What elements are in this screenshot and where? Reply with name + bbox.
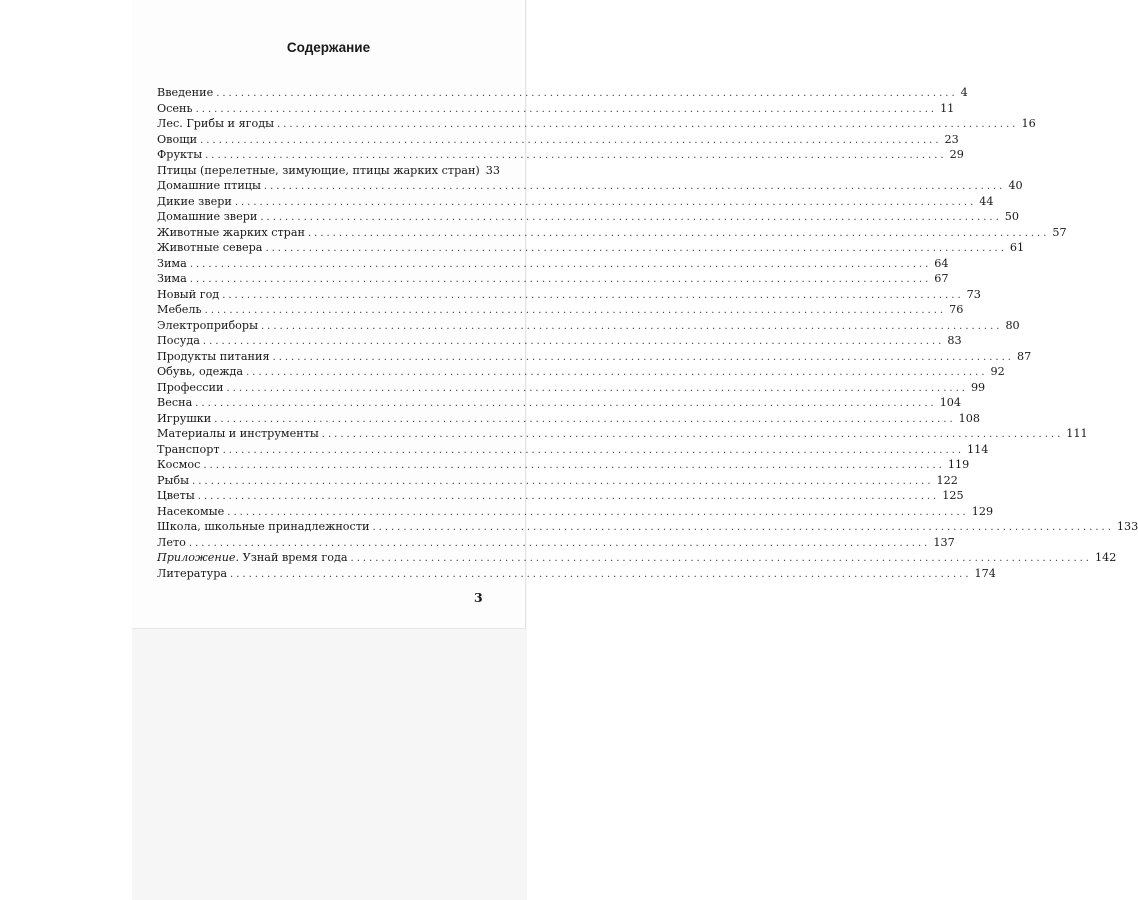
toc-entry-page: 108 [958, 411, 981, 425]
toc-entry [157, 550, 1117, 566]
toc-entry [157, 302, 964, 318]
toc-entry-label: Осень [157, 101, 193, 115]
toc-entry-title [157, 287, 219, 303]
toc-entry-page: 119 [947, 458, 970, 471]
toc-entry [157, 287, 981, 303]
toc-entry-label: Введение [157, 86, 214, 99]
toc-entry-page: 80 [1005, 318, 1020, 332]
toc-entry-title [157, 163, 480, 179]
toc-entry-label: Игрушки [157, 411, 212, 425]
toc-leader-dots: ........................................................................................................................ [227, 506, 969, 518]
toc-entry [157, 256, 949, 272]
toc-entry-title [157, 488, 195, 504]
toc-leader-dots: ........................................................................................................................ [260, 320, 1003, 332]
toc-entry-title [157, 116, 274, 132]
toc-entry-title [157, 504, 224, 520]
toc-entry [157, 566, 996, 582]
toc-entry-label: Животные жарких стран [157, 225, 305, 239]
toc-entry [157, 535, 955, 551]
toc-entry-label: Цветы [157, 489, 195, 502]
toc-entry-page: 33 [485, 163, 501, 177]
toc-entry-prefix: Приложение. [157, 551, 240, 564]
toc-entry-title [157, 349, 270, 365]
toc-entry-label: Лето [157, 535, 186, 549]
toc-entry-page: 57 [1052, 225, 1067, 239]
toc-entry [157, 395, 962, 411]
toc-entry-label: Посуда [157, 334, 200, 347]
toc-entry [157, 519, 1138, 535]
toc-entry [157, 240, 1025, 256]
toc-entry [157, 457, 970, 473]
toc-entry-label: Продукты питания [157, 349, 270, 363]
toc-leader-dots: ........................................................................................................................ [200, 134, 942, 146]
toc-entry-page: 67 [934, 272, 949, 285]
toc-entry [157, 209, 1020, 225]
toc-entry-page: 137 [933, 535, 955, 549]
toc-leader-dots: ........................................................................................................................ [226, 382, 968, 394]
toc-entry-page: 129 [971, 504, 994, 518]
toc-entry-title [157, 364, 243, 380]
toc-entry-title [157, 85, 213, 101]
toc-leader-dots: ........................................................................................................................ [350, 553, 1092, 564]
toc-entry [157, 349, 1032, 365]
toc-entry-page: 44 [979, 194, 994, 208]
toc-entry-page: 64 [934, 256, 949, 270]
toc-entry-label: Мебель [157, 303, 202, 316]
page-number: 3 [474, 590, 483, 605]
toc-entry [157, 147, 964, 163]
toc-entry-title [157, 132, 197, 148]
toc-entry-title [157, 209, 257, 225]
toc-entry-page: 61 [1009, 241, 1025, 254]
toc-entry-label: Зима [157, 272, 187, 285]
toc-entry-page: 83 [947, 334, 962, 347]
toc-entry-label: Новый год [157, 287, 220, 301]
toc-entry-label: Домашние птицы [157, 179, 261, 192]
toc-leader-dots: ........................................................................................................................ [205, 150, 947, 161]
toc-entry-label: Рыбы [157, 473, 190, 487]
toc-entry-label: Обувь, одежда [157, 365, 244, 378]
toc-leader-dots: ........................................................................................................................ [188, 537, 931, 549]
toc-entry-label: Домашние звери [157, 210, 258, 223]
toc-entry-page: 4 [960, 86, 968, 99]
toc-entry-page: 122 [936, 473, 958, 487]
toc-entry-title [157, 225, 305, 241]
toc-leader-dots: ........................................................................................................................ [277, 119, 1019, 130]
toc-entry-title [157, 194, 232, 210]
toc-entry-title [157, 411, 211, 427]
toc-entry-label: Школа, школьные принадлежности [157, 520, 370, 533]
toc-entry-page: 16 [1021, 117, 1036, 130]
toc-entry-page: 40 [1008, 179, 1023, 192]
toc-entry-label: Дикие звери [157, 194, 232, 208]
toc-entry-title [157, 256, 187, 272]
toc-entry-page: 99 [970, 380, 986, 394]
toc-leader-dots: ........................................................................................................................ [204, 305, 947, 316]
toc-entry-page: 92 [990, 365, 1005, 378]
toc-entry [157, 473, 958, 489]
toc-entry [157, 225, 1067, 241]
toc-entry-label: Транспорт [157, 442, 220, 456]
toc-entry-label: Узнай время года [242, 551, 348, 564]
toc-leader-dots: ........................................................................................................................ [246, 367, 988, 378]
toc-entry [157, 488, 964, 504]
toc-entry [157, 426, 1088, 442]
toc-entry [157, 194, 994, 210]
toc-entry-label: Профессии [157, 380, 224, 394]
toc-entry-page: 174 [974, 566, 996, 580]
toc-entry [157, 132, 959, 148]
toc-leader-dots: ........................................................................................................................ [372, 522, 1114, 533]
toc-entry [157, 442, 989, 458]
toc-entry-label: Зима [157, 256, 187, 270]
toc-entry-title [157, 550, 348, 566]
toc-leader-dots: ........................................................................................................................ [263, 181, 1006, 192]
toc-leader-dots: ........................................................................................................................ [222, 444, 965, 456]
toc-leader-dots: ........................................................................................................................ [230, 568, 972, 580]
toc-entry-label: Материалы и инструменты [157, 427, 319, 440]
toc-entry-label: Животные севера [157, 241, 263, 254]
toc-entry-label: Насекомые [157, 504, 225, 518]
toc-entry-title [157, 457, 200, 473]
toc-entry-title [157, 333, 200, 349]
toc-leader-dots: ........................................................................................................................ [234, 196, 977, 208]
toc-entry-title [157, 473, 189, 489]
toc-leader-dots: ........................................................................................................................ [189, 274, 932, 285]
toc-entry-label: Космос [157, 458, 201, 471]
toc-leader-dots: ........................................................................................................................ [265, 243, 1007, 254]
toc-entry-page: 142 [1094, 551, 1117, 564]
toc-entry-label: Электроприборы [157, 318, 258, 332]
table-of-contents [157, 85, 1138, 581]
toc-entry [157, 101, 955, 117]
toc-entry-title [157, 395, 192, 411]
toc-entry [157, 163, 501, 179]
toc-entry-title [157, 271, 187, 287]
toc-leader-dots: ........................................................................................................................ [203, 460, 945, 471]
toc-leader-dots: ........................................................................................................................ [321, 429, 1064, 440]
toc-entry-title [157, 240, 262, 256]
toc-entry-page: 50 [1004, 210, 1020, 223]
toc-entry-page: 76 [949, 303, 964, 316]
toc-entry-label: Лес. Грибы и ягоды [157, 117, 275, 130]
toc-entry [157, 116, 1036, 132]
toc-leader-dots: ........................................................................................................................ [216, 88, 958, 99]
page-title: Содержание [286, 40, 371, 55]
toc-entry-page: 133 [1116, 520, 1138, 533]
toc-leader-dots: ........................................................................................................................ [307, 227, 1050, 239]
toc-entry-label: Литература [157, 566, 228, 580]
toc-entry-title [157, 535, 186, 551]
toc-entry [157, 333, 962, 349]
toc-entry [157, 364, 1005, 380]
toc-entry-title [157, 147, 202, 163]
toc-entry-page: 29 [949, 148, 964, 161]
toc-leader-dots: ........................................................................................................................ [195, 103, 938, 115]
toc-leader-dots: ........................................................................................................................ [197, 491, 940, 502]
toc-entry-page: 11 [940, 101, 955, 115]
toc-leader-dots: ........................................................................................................................ [195, 398, 937, 409]
toc-entry-page: 111 [1066, 427, 1088, 440]
toc-entry [157, 380, 986, 396]
toc-entry-title [157, 426, 319, 442]
toc-entry [157, 318, 1020, 334]
toc-entry [157, 271, 949, 287]
toc-entry-page: 87 [1016, 349, 1032, 363]
toc-leader-dots: ........................................................................................................................ [202, 336, 945, 347]
toc-leader-dots: ........................................................................................................................ [260, 212, 1002, 223]
toc-entry-title [157, 566, 227, 582]
toc-entry-title [157, 302, 202, 318]
toc-entry-label: Весна [157, 396, 193, 409]
toc-entry-page: 104 [939, 396, 962, 409]
toc-entry-title [157, 318, 258, 334]
toc-entry-page: 23 [944, 132, 959, 146]
toc-entry [157, 411, 981, 427]
toc-entry-page: 73 [966, 287, 981, 301]
toc-entry [157, 178, 1023, 194]
toc-entry-label: Птицы (перелетные, зимующие, птицы жарких стран) [157, 163, 480, 177]
toc-entry-label: Овощи [157, 132, 198, 146]
toc-leader-dots: ........................................................................................................................ [214, 413, 956, 425]
toc-entry-title [157, 178, 261, 194]
toc-entry-title [157, 380, 223, 396]
toc-entry-page: 114 [967, 442, 989, 456]
toc-entry-title [157, 101, 193, 117]
toc-leader-dots: ........................................................................................................................ [222, 289, 964, 301]
toc-entry-page: 125 [942, 489, 964, 502]
toc-entry-title [157, 442, 220, 458]
toc-entry-label: Фрукты [157, 148, 203, 161]
toc-leader-dots: ........................................................................................................................ [189, 258, 932, 270]
toc-leader-dots: ........................................................................................................................ [272, 351, 1014, 363]
toc-entry [157, 85, 968, 101]
toc-entry-title [157, 519, 369, 535]
toc-leader-dots: ........................................................................................................................ [192, 475, 934, 487]
toc-entry [157, 504, 994, 520]
